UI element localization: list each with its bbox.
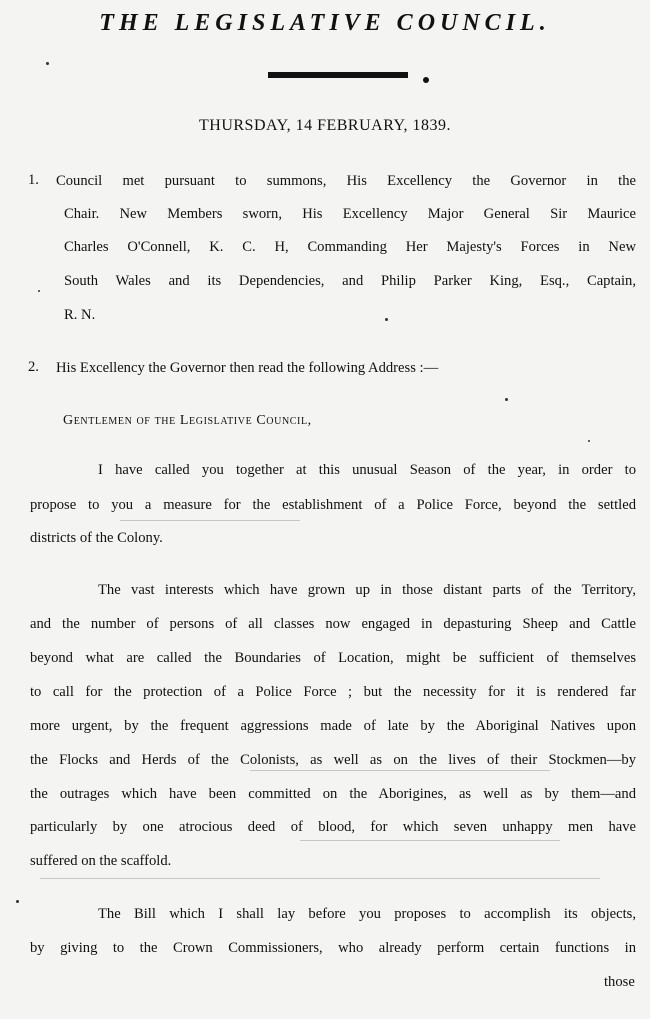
item-1-line: R. N.: [64, 307, 96, 323]
scan-streak: [300, 840, 560, 841]
scan-speck: [505, 398, 508, 401]
address-line: particularly by one atrocious deed of blood, for which seven unhappy men have: [30, 819, 636, 835]
address-line: The Bill which I shall lay before you proposes to accomplish its objects,: [98, 906, 636, 922]
item-1-line: Council met pursuant to summons, His Excellency the Governor in the: [56, 173, 636, 189]
address-line: the Flocks and Herds of the Colonists, as well as on the lives of their Stockmen—by: [30, 752, 636, 768]
session-date: THURSDAY, 14 FEBRUARY, 1839.: [199, 117, 451, 134]
address-line: districts of the Colony.: [30, 530, 163, 546]
address-line: beyond what are called the Boundaries of Location, might be sufficient of themselves: [30, 650, 636, 666]
scan-speck: [588, 440, 590, 442]
scan-speck: [385, 318, 388, 321]
item-1-line: Chair. New Members sworn, His Excellency Major General Sir Maurice: [64, 206, 636, 222]
address-line: The vast interests which have grown up in those distant parts of the Territory,: [98, 582, 636, 598]
item-1-number: 1.: [28, 172, 39, 188]
scan-streak: [120, 520, 300, 521]
item-2-text: His Excellency the Governor then read the following Address :—: [56, 360, 439, 376]
scan-speck: [16, 900, 19, 903]
address-line: by giving to the Crown Commissioners, who already perform certain functions in: [30, 940, 636, 956]
item-1-line: Charles O'Connell, K. C. H, Commanding Her Majesty's Forces in New: [64, 239, 636, 255]
scan-speck: [38, 290, 40, 292]
address-line: and the number of persons of all classes now engaged in depasturing Sheep and Cattle: [30, 616, 636, 632]
item-1-line: South Wales and its Dependencies, and Philip Parker King, Esq., Captain,: [64, 273, 636, 289]
scan-streak: [250, 770, 550, 771]
address-line: more urgent, by the frequent aggressions made of late by the Aboriginal Natives upon: [30, 718, 636, 734]
address-line: to call for the protection of a Police Force ; but the necessity for it is rendered far: [30, 684, 636, 700]
address-line: propose to you a measure for the establishment of a Police Force, beyond the settled: [30, 497, 636, 513]
catchword: those: [604, 974, 635, 990]
scan-streak: [40, 878, 600, 879]
address-line: I have called you together at this unusual Season of the year, in order to: [98, 462, 636, 478]
title-rule: [268, 72, 408, 78]
address-line: the outrages which have been committed on the Aborigines, as well as by them—and: [30, 786, 636, 802]
title-rule-dot: [423, 77, 429, 83]
page-title: THE LEGISLATIVE COUNCIL.: [99, 10, 551, 36]
item-2-number: 2.: [28, 359, 39, 375]
scan-speck: [46, 62, 49, 65]
address-salutation: Gentlemen of the Legislative Council,: [63, 413, 312, 428]
address-line: suffered on the scaffold.: [30, 853, 172, 869]
